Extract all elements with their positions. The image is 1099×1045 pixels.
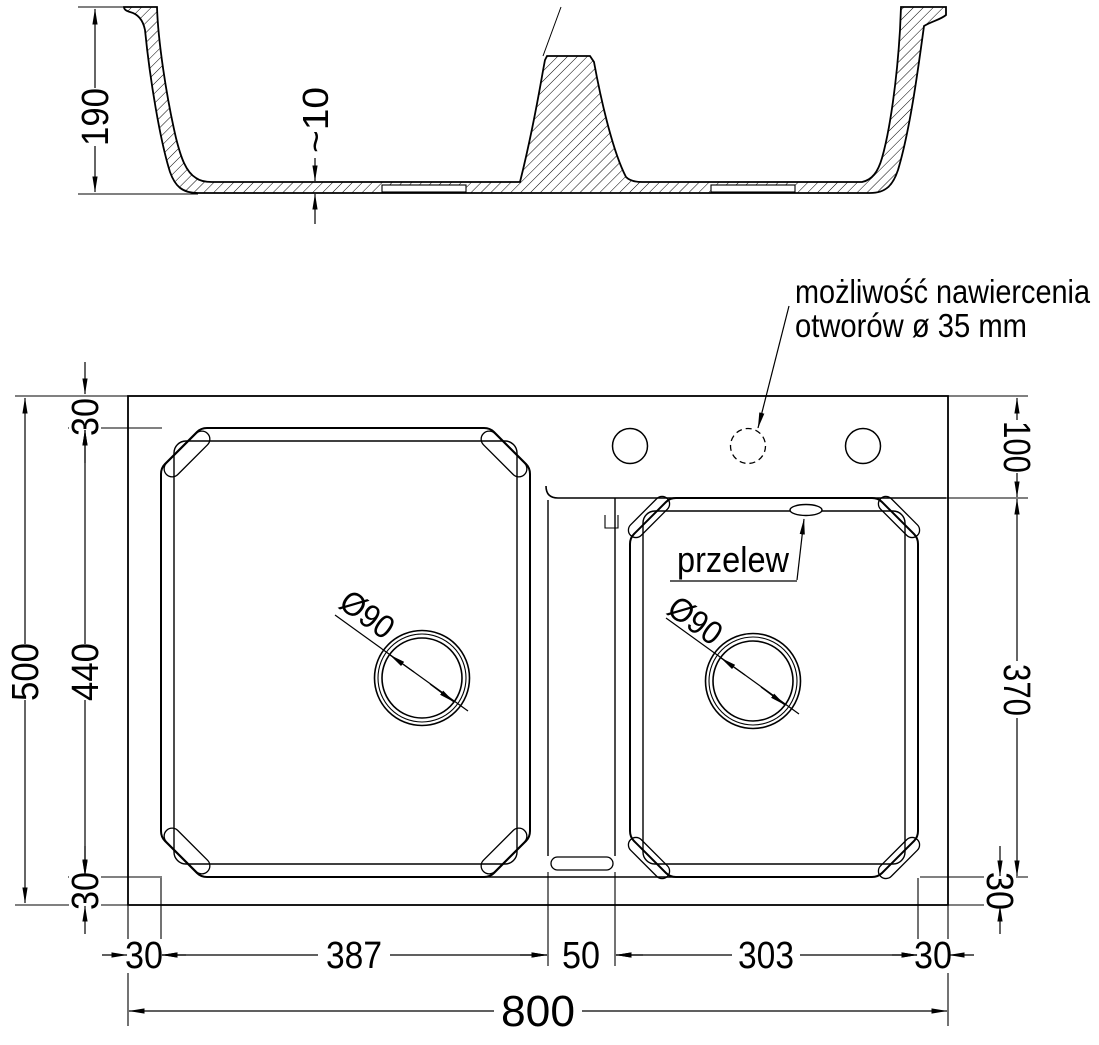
drain-dim-arrow — [430, 684, 454, 702]
dim-section-depth: 190 — [75, 82, 117, 146]
tap-hole-left — [613, 429, 648, 464]
section-drain-recess-left — [382, 185, 466, 192]
corner-chamfer — [161, 428, 213, 480]
section-divider-back-edge — [543, 7, 561, 56]
overflow-hole — [790, 505, 822, 516]
dim-bowl2-width: 303 — [738, 935, 794, 977]
overflow-label: przelew — [677, 539, 790, 580]
drain-dim-arrow — [721, 658, 745, 675]
left-bowl-inner-rim — [174, 441, 517, 864]
divider-step-notch — [605, 515, 618, 528]
drain-left-label: Ø90 — [333, 582, 406, 649]
plan-outer-edge — [128, 396, 948, 905]
drill-note-line2: otworów ø 35 mm — [795, 307, 1027, 344]
dim-total-depth: 500 — [5, 637, 47, 701]
section-drain-recess-right — [711, 185, 795, 192]
dim-bowl2-depth: 370 — [995, 664, 1037, 728]
corner-chamfer — [625, 493, 672, 540]
corner-chamfer — [478, 428, 530, 480]
overflow-leader — [797, 519, 804, 580]
tap-hole-optional — [731, 429, 766, 464]
drain-dim-arrow — [390, 655, 414, 672]
dim-floor-thickness: ~10 — [295, 91, 336, 153]
drain-dim-arrow — [761, 687, 785, 705]
dim-bowl1-depth: 440 — [65, 637, 107, 701]
dimension-text-masks — [69, 398, 1016, 973]
section-view — [78, 7, 946, 224]
section-sink-outline — [124, 7, 946, 193]
corner-chamfer — [875, 493, 922, 540]
left-bowl-outer-rim — [161, 428, 530, 877]
drill-note-leader — [758, 306, 789, 428]
left-drain — [335, 615, 470, 726]
dim-divider-width: 50 — [562, 935, 600, 977]
corner-chamfer — [875, 834, 922, 881]
corner-chamfer — [478, 825, 530, 877]
dim-right-margin: 30 — [914, 935, 952, 977]
corner-chamfer — [625, 834, 672, 881]
plan-view — [128, 306, 948, 905]
dim-bottom-offset-left: 30 — [65, 867, 107, 910]
dim-total-width: 800 — [501, 987, 575, 1036]
dim-bottom-offset-right: 30 — [978, 872, 1020, 915]
divider-bottom-cove — [551, 857, 613, 870]
tap-hole-right — [846, 429, 881, 464]
drain-right-label: Ø90 — [661, 588, 734, 655]
left-bowl — [161, 428, 530, 877]
drill-note-line1: możliwość nawiercenia — [795, 273, 1091, 310]
dim-bowl1-width: 387 — [326, 935, 382, 977]
dim-deck-width: 100 — [995, 421, 1037, 485]
dim-left-margin: 30 — [125, 935, 163, 977]
plan-dimensions — [15, 393, 1028, 1026]
dim-top-offset: 30 — [65, 393, 107, 436]
corner-chamfer — [161, 825, 213, 877]
